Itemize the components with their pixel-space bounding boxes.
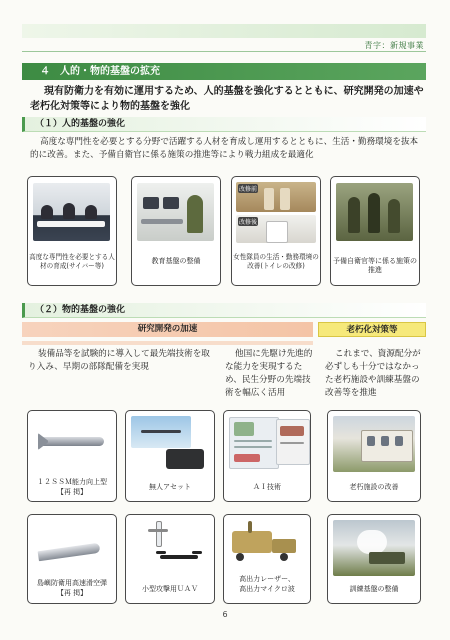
- education-base-photo: [137, 183, 214, 241]
- glide-projectile-icon: [38, 543, 101, 562]
- aging-column-heading: 老朽化対策等: [318, 322, 426, 337]
- quadcopter-icon: [160, 555, 198, 559]
- note-12ssm: 【再 掲】: [56, 488, 88, 496]
- card-training-base: [327, 514, 421, 604]
- card-education-base: [131, 176, 221, 286]
- uav-photo: [131, 416, 191, 448]
- card-cyber-training: [27, 176, 117, 286]
- label-after: 改修後: [239, 219, 258, 226]
- page-number: 6: [222, 610, 228, 619]
- caption-hvgp: 島嶼防衛用高速滑空弾: [37, 579, 107, 587]
- ai-screen-left: [229, 417, 279, 469]
- card-unmanned-asset: [125, 410, 215, 502]
- card-12ssm: [27, 410, 117, 502]
- caption-aging: 老朽施設の改善: [349, 483, 399, 491]
- rd-text-left: 装備品等を試験的に導入して最先端技術を取り入み、早期の部隊配備を実現: [28, 349, 210, 372]
- rd-column-heading: 研究開発の加速: [22, 322, 313, 337]
- card-small-uav: [125, 514, 215, 604]
- aging-text: これまで、資源配分が必ずしも十分ではなかった老朽施設や訓練基盤の改善等を推進: [325, 349, 421, 398]
- toilet-after-photo: [236, 215, 316, 243]
- section-lead: 現有防衛力を有効に運用するため、人的基盤を強化するとともに、研究開発の加速や老朽化対策等により物的基盤を強化: [30, 86, 424, 112]
- human-base-description: 高度な専門性を必要とする分野で活躍する人材を育成し運用するとともに、生活・勤務環境を抜本的に改善。また、予備自衛官に係る施策の推進等により戦力組成を最適化: [30, 137, 419, 160]
- caption-reserve: 予備自衛官等に係る施策の推進: [333, 257, 417, 274]
- loitering-uav-icon: [156, 521, 162, 547]
- section-title: ４ 人的・物的基盤の拡充: [22, 63, 426, 80]
- missile-12ssm-icon: [42, 437, 104, 446]
- label-before: 改修前: [239, 186, 258, 193]
- caption-small-uav: 小型攻撃用ＵＡＶ: [142, 585, 198, 593]
- card-ai-tech: [223, 410, 311, 502]
- ai-screen-right: [276, 419, 310, 465]
- material-base-heading: （２）物的基盤の強化: [22, 303, 426, 318]
- reserve-personnel-photo: [336, 183, 413, 241]
- header-divider: [22, 51, 426, 52]
- caption-ai: ＡＩ技術: [253, 483, 281, 491]
- toilet-before-photo: [236, 182, 316, 212]
- caption-women: 女性隊員の生活・勤務環境の改善(トイレの改修): [233, 253, 319, 270]
- caption-microwave: 高出力マイクロ波: [239, 585, 295, 593]
- aging-facility-photo: [333, 416, 415, 472]
- caption-education: 教育基盤の整備: [151, 257, 201, 265]
- caption-12ssm: １２ＳＳＭ能力向上型: [37, 478, 107, 486]
- rd-column-bg: [22, 341, 313, 345]
- caption-unmanned: 無人アセット: [149, 483, 191, 491]
- card-aging-facilities: [327, 410, 421, 502]
- card-reserve-personnel: [330, 176, 420, 286]
- cyber-training-photo: [33, 183, 110, 241]
- header-band: [22, 24, 426, 38]
- training-base-photo: [333, 520, 415, 576]
- laser-vehicle-icon: [232, 531, 272, 553]
- card-women-facilities: [231, 176, 321, 286]
- card-high-power-weapons: [223, 514, 311, 604]
- caption-cyber: 高度な専門性を必要とする人材の育成(サイバー等): [29, 253, 115, 270]
- human-base-heading: （１）人的基盤の強化: [22, 117, 426, 132]
- ugv-photo: [166, 449, 204, 469]
- new-project-legend: 青字：新規事業: [364, 41, 424, 50]
- caption-training: 訓練基盤の整備: [349, 585, 399, 593]
- caption-laser: 高出力レーザー、: [239, 575, 295, 583]
- note-hvgp: 【再 掲】: [56, 589, 88, 597]
- card-hvgp: [27, 514, 117, 604]
- rd-text-right: 他国に先駆け先進的な能力を実現するため、民生分野の先端技術を幅広く活用: [225, 349, 313, 398]
